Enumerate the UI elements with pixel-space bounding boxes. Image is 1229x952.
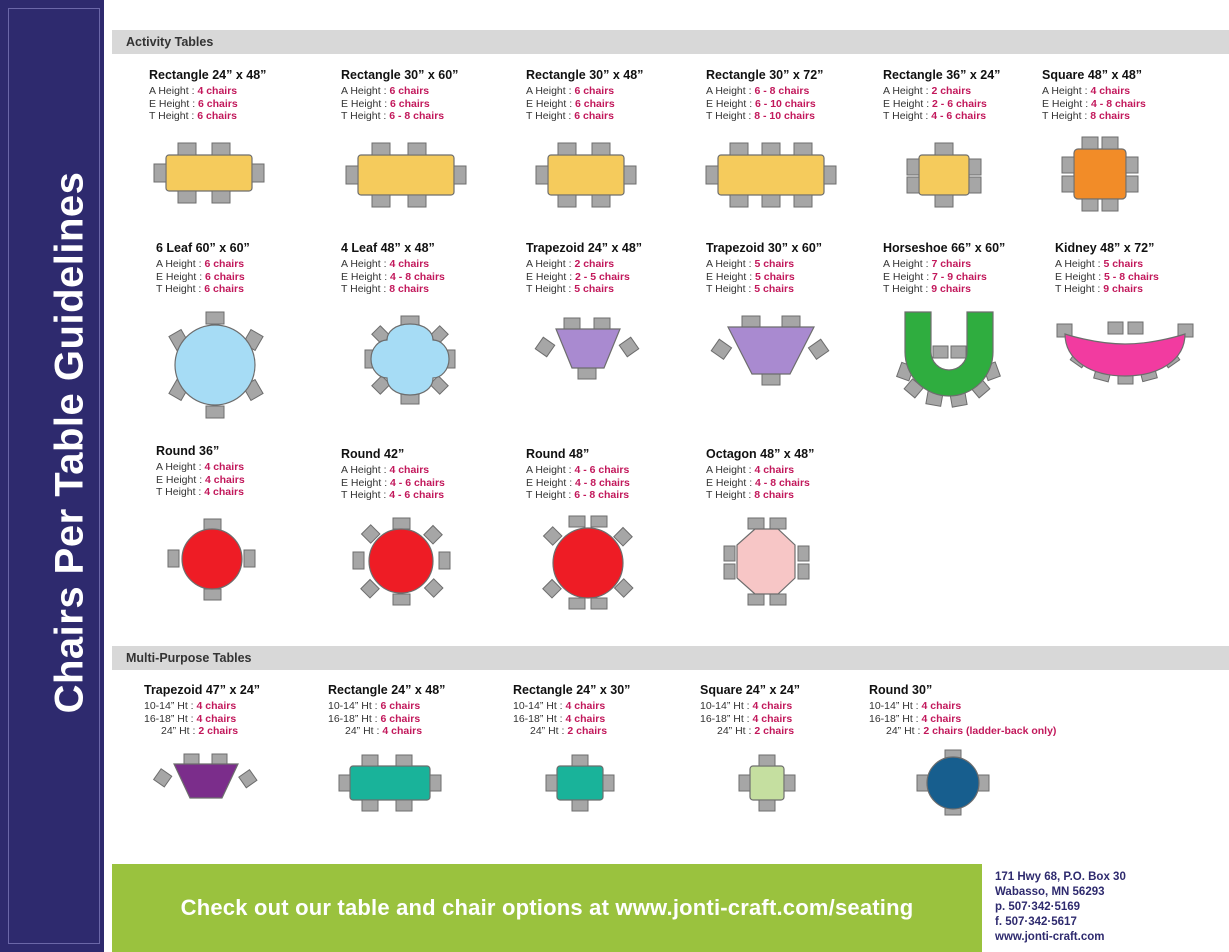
table-spec: 10-14” Ht : 4 chairs xyxy=(869,700,962,712)
table-spec: T Height : 6 chairs xyxy=(149,110,237,123)
table-spec: T Height : 6 - 8 chairs xyxy=(341,110,445,123)
table-card-mp-rect-24x30 xyxy=(513,683,630,814)
table-spec: T Height : 8 - 10 chairs xyxy=(706,110,815,123)
address-line: 171 Hwy 68, P.O. Box 30 xyxy=(995,871,1126,883)
table-card-rect-30x60 xyxy=(341,68,466,211)
table-name: Round 30” xyxy=(869,683,933,697)
table-figure-rect-24x48 xyxy=(154,137,266,207)
table-spec: E Height : 2 - 5 chairs xyxy=(526,270,630,283)
table-figure-mp-round-30 xyxy=(913,748,1056,818)
content-area xyxy=(104,0,1229,952)
table-spec: 16-18” Ht : 4 chairs xyxy=(700,712,793,725)
table-card-mp-trapezoid xyxy=(144,683,262,810)
table-figure-octagon xyxy=(716,516,816,608)
table-spec: E Height : 2 - 6 chairs xyxy=(883,97,987,110)
table-figure-round-48 xyxy=(534,514,642,612)
table-card-rect-24x48 xyxy=(149,68,266,207)
table-name: Trapezoid 47” x 24” xyxy=(144,683,261,697)
table-card-mp-rect-24x48 xyxy=(328,683,448,814)
table-figure-rect-30x60 xyxy=(346,137,466,211)
table-figure-trap-30x60 xyxy=(706,316,836,396)
table-spec: 24” Ht : 2 chairs xyxy=(161,725,239,738)
table-card-kidney xyxy=(1055,241,1195,390)
table-spec: E Height : 5 - 8 chairs xyxy=(1055,270,1159,283)
table-spec: A Height : 6 chairs xyxy=(526,85,615,97)
section-header-multipurpose xyxy=(112,646,1229,670)
table-figure-rect-36x24 xyxy=(905,137,1000,211)
table-spec: E Height : 7 - 9 chairs xyxy=(883,270,987,283)
table-name: Rectangle 24” x 48” xyxy=(149,68,267,82)
table-name: Round 48” xyxy=(526,447,590,461)
table-spec: 24” Ht : 4 chairs xyxy=(345,725,423,738)
section-header-activity xyxy=(112,30,1229,54)
table-spec: T Height : 6 chairs xyxy=(156,283,244,296)
table-spec: A Height : 2 chairs xyxy=(883,85,972,97)
table-spec: A Height : 4 chairs xyxy=(341,258,430,270)
table-figure-round-42 xyxy=(351,516,453,608)
table-spec: A Height : 6 chairs xyxy=(156,258,245,270)
address-line: f. 507·342·5617 xyxy=(995,916,1077,928)
table-card-trap-30x60 xyxy=(706,241,836,396)
table-spec: T Height : 4 chairs xyxy=(156,486,244,499)
footer-cta-band[interactable] xyxy=(112,864,982,952)
table-spec: T Height : 9 chairs xyxy=(1055,283,1143,296)
table-name: Round 36” xyxy=(156,444,220,458)
table-card-mp-square-24x24 xyxy=(700,683,802,814)
table-spec: E Height : 5 chairs xyxy=(706,270,795,283)
page-title: Chairs Per Table Guidelines xyxy=(47,171,92,714)
table-spec: A Height : 2 chairs xyxy=(526,258,615,270)
table-spec: T Height : 4 - 6 chairs xyxy=(341,489,445,502)
table-name: Rectangle 30” x 72” xyxy=(706,68,824,82)
table-name: Rectangle 24” x 48” xyxy=(328,683,446,697)
table-card-octagon xyxy=(706,447,816,608)
table-spec: 24” Ht : 2 chairs xyxy=(530,725,608,738)
table-spec: T Height : 5 chairs xyxy=(526,283,614,296)
table-spec: E Height : 4 - 8 chairs xyxy=(341,270,445,283)
table-spec: T Height : 4 - 6 chairs xyxy=(883,110,987,123)
table-spec: T Height : 6 chairs xyxy=(526,110,614,123)
table-name: Horseshoe 66” x 60” xyxy=(883,241,1006,255)
table-card-round-36 xyxy=(156,444,260,603)
footer-address xyxy=(987,864,1225,952)
table-name: Rectangle 36” x 24” xyxy=(883,68,1001,82)
table-spec: 16-18” Ht : 4 chairs xyxy=(144,712,237,725)
section-header-multipurpose-label: Multi-Purpose Tables xyxy=(126,651,252,665)
table-spec: E Height : 4 - 8 chairs xyxy=(706,476,810,489)
table-name: Rectangle 30” x 48” xyxy=(526,68,644,82)
table-spec: E Height : 4 chairs xyxy=(156,473,245,486)
table-spec: E Height : 6 chairs xyxy=(341,97,430,110)
table-name: Square 48” x 48” xyxy=(1042,68,1143,82)
table-card-rect-36x24 xyxy=(883,68,1000,211)
table-card-6leaf xyxy=(156,241,274,420)
table-card-square-48x48 xyxy=(1042,68,1146,211)
table-name: Trapezoid 30” x 60” xyxy=(706,241,823,255)
footer-website-link[interactable]: www.jonti-craft.com xyxy=(995,931,1105,943)
table-spec: T Height : 8 chairs xyxy=(1042,110,1130,123)
table-spec: 10-14” Ht : 4 chairs xyxy=(144,700,237,712)
table-spec: A Height : 4 chairs xyxy=(341,464,430,476)
table-spec: T Height : 9 chairs xyxy=(883,283,971,296)
table-spec: E Height : 6 - 10 chairs xyxy=(706,97,816,110)
table-name: Kidney 48” x 72” xyxy=(1055,241,1155,255)
table-card-round-48 xyxy=(526,447,642,612)
table-name: 4 Leaf 48” x 48” xyxy=(341,241,435,255)
table-card-horseshoe xyxy=(883,241,1011,406)
table-spec: E Height : 6 chairs xyxy=(149,97,238,110)
table-figure-mp-rect-24x48 xyxy=(338,752,448,814)
table-figure-mp-trapezoid xyxy=(150,754,262,810)
table-figure-mp-square-24x24 xyxy=(732,752,802,814)
table-figure-horseshoe xyxy=(893,306,1011,406)
table-spec: A Height : 7 chairs xyxy=(883,258,972,270)
table-figure-trap-24x48 xyxy=(532,318,644,388)
table-spec: A Height : 4 chairs xyxy=(706,464,795,476)
table-figure-mp-rect-24x30 xyxy=(543,752,630,814)
table-name: 6 Leaf 60” x 60” xyxy=(156,241,250,255)
table-spec: A Height : 4 chairs xyxy=(1042,85,1131,97)
sidebar-title-band xyxy=(0,0,104,952)
table-spec: A Height : 6 - 8 chairs xyxy=(706,85,810,97)
table-card-trap-24x48 xyxy=(526,241,644,388)
table-spec: 16-18” Ht : 6 chairs xyxy=(328,712,421,725)
table-spec: E Height : 4 - 8 chairs xyxy=(526,476,630,489)
table-name: Octagon 48” x 48” xyxy=(706,447,815,461)
table-spec: 16-18” Ht : 4 chairs xyxy=(513,712,606,725)
table-figure-rect-30x72 xyxy=(706,137,836,211)
table-spec: 10-14” Ht : 4 chairs xyxy=(700,700,793,712)
table-card-round-42 xyxy=(341,447,453,608)
table-card-mp-round-30 xyxy=(869,683,1056,818)
table-spec: 10-14” Ht : 6 chairs xyxy=(328,700,421,712)
address-line: Wabasso, MN 56293 xyxy=(995,886,1105,898)
table-spec: A Height : 5 chairs xyxy=(1055,258,1144,270)
table-name: Trapezoid 24” x 48” xyxy=(526,241,643,255)
table-figure-round-36 xyxy=(164,517,260,603)
table-spec: T Height : 5 chairs xyxy=(706,283,794,296)
table-spec: 24” Ht : 2 chairs xyxy=(717,725,795,738)
table-spec: E Height : 6 chairs xyxy=(156,270,245,283)
address-line: p. 507·342·5169 xyxy=(995,901,1081,913)
table-name: Square 24” x 24” xyxy=(700,683,801,697)
table-name: Round 42” xyxy=(341,447,405,461)
table-spec: A Height : 6 chairs xyxy=(341,85,430,97)
table-spec: A Height : 5 chairs xyxy=(706,258,795,270)
table-spec: E Height : 4 - 8 chairs xyxy=(1042,97,1146,110)
table-figure-kidney xyxy=(1055,310,1195,390)
table-card-rect-30x48 xyxy=(526,68,643,211)
table-spec: 16-18” Ht : 4 chairs xyxy=(869,712,962,725)
table-spec: T Height : 6 - 8 chairs xyxy=(526,489,630,502)
table-figure-4leaf xyxy=(363,314,459,406)
table-figure-6leaf xyxy=(158,310,274,420)
table-spec: T Height : 8 chairs xyxy=(706,489,794,502)
table-spec: 10-14” Ht : 4 chairs xyxy=(513,700,606,712)
table-spec: A Height : 4 chairs xyxy=(149,85,238,97)
footer-cta-text: Check out our table and chair options at www.jonti-craft.com/seating xyxy=(180,895,914,920)
table-name: Rectangle 24” x 30” xyxy=(513,683,631,697)
table-card-rect-30x72 xyxy=(706,68,836,211)
section-header-activity-label: Activity Tables xyxy=(126,35,214,49)
table-spec: E Height : 4 - 6 chairs xyxy=(341,476,445,489)
table-spec: 24” Ht : 2 chairs (ladder-back only) xyxy=(886,725,1057,738)
table-spec: A Height : 4 chairs xyxy=(156,461,245,473)
table-card-4leaf xyxy=(341,241,459,406)
table-spec: T Height : 8 chairs xyxy=(341,283,429,296)
table-spec: A Height : 4 - 6 chairs xyxy=(526,464,630,476)
table-figure-square-48x48 xyxy=(1054,135,1146,211)
table-figure-rect-30x48 xyxy=(536,137,643,211)
table-spec: E Height : 6 chairs xyxy=(526,97,615,110)
table-name: Rectangle 30” x 60” xyxy=(341,68,459,82)
